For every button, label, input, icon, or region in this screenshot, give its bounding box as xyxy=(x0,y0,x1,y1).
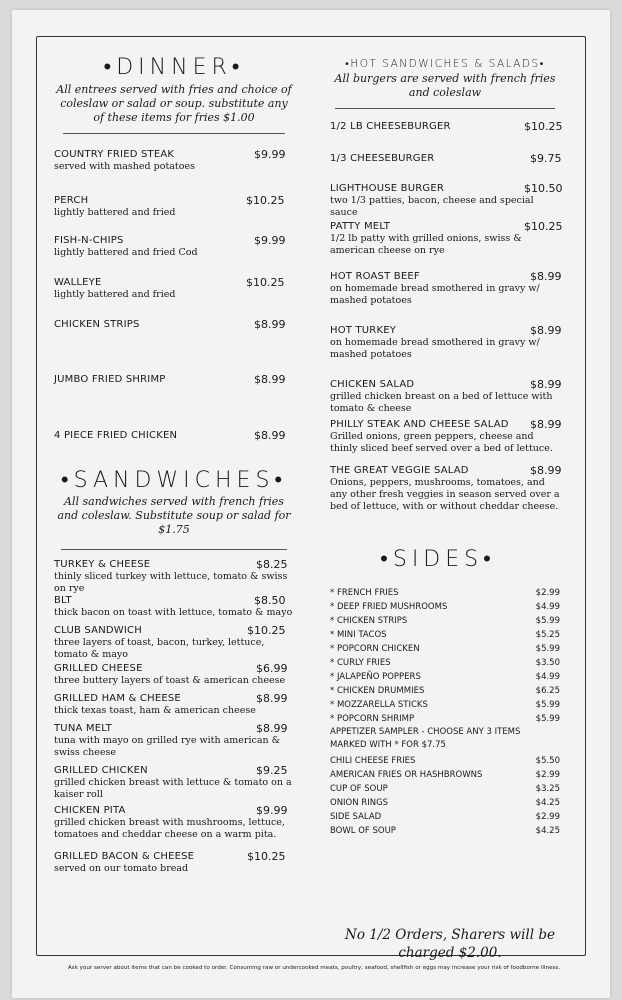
appetizer-sampler: APPETIZER SAMPLER - CHOOSE ANY 3 ITEMS MARKED WITH * FOR $7.75 xyxy=(330,727,521,750)
item-price: $8.99 xyxy=(530,378,562,391)
side-item xyxy=(330,614,560,628)
dinner-heading: •DINNER• xyxy=(103,55,245,80)
item-description: lightly battered and fried Cod xyxy=(54,247,198,258)
item-description: served on our tomato bread xyxy=(54,863,189,874)
item-name: CHICKEN PITA xyxy=(54,805,126,816)
sides-section xyxy=(330,546,560,838)
item-price: $10.25 xyxy=(246,276,285,289)
item-description: grilled chicken breast with lettuce & tomato on a kaiser roll xyxy=(54,777,292,800)
hot-item xyxy=(330,152,560,182)
item-price: $10.25 xyxy=(246,194,285,207)
hot-item xyxy=(330,324,560,378)
side-item xyxy=(330,768,560,782)
item-description: lightly battered and fried xyxy=(54,289,176,300)
item-name: TUNA MELT xyxy=(54,723,112,734)
dinner-item xyxy=(54,429,294,459)
sandwich-item xyxy=(54,722,294,764)
right-column xyxy=(330,52,563,838)
item-description: lightly battered and fried xyxy=(54,207,176,218)
item-name: 4 PIECE FRIED CHICKEN xyxy=(54,430,178,441)
side-name: BOWL OF SOUP xyxy=(330,826,396,836)
item-price: $9.99 xyxy=(256,804,288,817)
side-name: * MOZZARELLA STICKS xyxy=(330,700,428,710)
dinner-subtitle: All entrees served with fries and choice of coleslaw or salad or soup. substitute any of these items for fries $1.00 xyxy=(56,83,292,124)
item-name: PERCH xyxy=(54,195,89,206)
hot-item xyxy=(330,120,563,152)
side-item xyxy=(330,754,560,768)
dinner-item xyxy=(54,373,294,429)
item-name: CHICKEN SALAD xyxy=(330,379,415,390)
sandwich-item xyxy=(54,558,294,594)
side-name: AMERICAN FRIES OR HASHBROWNS xyxy=(330,770,483,780)
hot-item xyxy=(330,182,563,220)
item-price: $8.99 xyxy=(530,270,562,283)
item-name: BLT xyxy=(54,595,72,606)
item-name: FISH-N-CHIPS xyxy=(54,235,124,246)
item-price: $6.99 xyxy=(256,662,288,675)
sandwiches-section xyxy=(54,467,294,878)
item-name: CHICKEN STRIPS xyxy=(54,319,140,330)
side-item xyxy=(330,642,560,656)
item-description: thinly sliced turkey with lettuce, tomato & swiss on rye xyxy=(54,571,288,594)
side-item xyxy=(330,656,560,670)
dinner-item xyxy=(54,234,294,276)
side-item xyxy=(330,600,560,614)
item-description: Grilled onions, green peppers, cheese and thinly sliced beef served over a bed of lettuce. xyxy=(330,431,553,454)
dinner-section xyxy=(54,54,294,459)
dinner-divider xyxy=(63,133,285,134)
side-price: $3.25 xyxy=(535,784,560,794)
dinner-item xyxy=(54,318,294,373)
item-price: $8.99 xyxy=(530,418,562,431)
side-item xyxy=(330,698,560,712)
sandwich-item xyxy=(54,764,294,804)
item-name: PHILLY STEAK AND CHEESE SALAD xyxy=(330,419,509,430)
sandwiches-list xyxy=(54,558,294,878)
item-price: $10.50 xyxy=(524,182,563,195)
sandwich-item xyxy=(54,804,294,850)
dinner-item xyxy=(54,276,294,318)
side-name: * DEEP FRIED MUSHROOMS xyxy=(330,602,448,612)
hot-divider xyxy=(335,108,555,109)
sandwiches-subtitle: All sandwiches served with french fries and coleslaw. Substitute soup or salad for $1.75 xyxy=(57,495,291,536)
side-price: $4.99 xyxy=(535,602,560,612)
item-name: HOT ROAST BEEF xyxy=(330,271,420,282)
side-price: $3.50 xyxy=(535,658,560,668)
item-price: $8.99 xyxy=(256,722,288,735)
side-price: $5.99 xyxy=(535,700,560,710)
side-price: $4.99 xyxy=(535,672,560,682)
side-name: * CHICKEN STRIPS xyxy=(330,616,408,626)
hot-sandwiches-heading: •HOT SANDWICHES & SALADS• xyxy=(345,58,545,70)
item-description: two 1/3 patties, bacon, cheese and special sauce xyxy=(330,195,534,218)
item-description: grilled chicken breast on a bed of lettuce with tomato & cheese xyxy=(330,391,553,414)
sandwich-item xyxy=(54,662,294,692)
hot-item xyxy=(330,270,560,324)
side-name: * POPCORN SHRIMP xyxy=(330,714,415,724)
side-name: CHILI CHEESE FRIES xyxy=(330,756,416,766)
item-description: Onions, peppers, mushrooms, tomatoes, and any other fresh veggies in season served over a bed of lettuce, with or without cheddar cheese. xyxy=(330,477,560,512)
item-description: thick bacon on toast with lettuce, tomato & mayo xyxy=(54,607,293,618)
side-item xyxy=(330,824,560,838)
item-price: $8.25 xyxy=(256,558,288,571)
hot-item xyxy=(330,378,560,418)
side-name: * CHICKEN DRUMMIES xyxy=(330,686,425,696)
side-price: $5.99 xyxy=(535,616,560,626)
item-price: $8.50 xyxy=(254,594,286,607)
side-price: $2.99 xyxy=(535,770,560,780)
item-name: GRILLED BACON & CHEESE xyxy=(54,851,195,862)
sandwiches-heading: •SANDWICHES• xyxy=(60,468,288,493)
item-price: $10.25 xyxy=(247,624,286,637)
sandwich-item xyxy=(54,624,294,662)
item-price: $9.25 xyxy=(256,764,288,777)
item-name: WALLEYE xyxy=(54,277,102,288)
item-description: three buttery layers of toast & american cheese xyxy=(54,675,286,686)
side-price: $2.99 xyxy=(535,588,560,598)
item-name: GRILLED CHEESE xyxy=(54,663,143,674)
hot-list xyxy=(330,120,563,524)
sandwich-item xyxy=(54,850,294,878)
item-price: $8.99 xyxy=(530,464,562,477)
sandwich-item xyxy=(54,692,294,722)
item-name: 1/2 LB CHEESEBURGER xyxy=(330,121,451,132)
side-price: $4.25 xyxy=(535,826,560,836)
side-name: ONION RINGS xyxy=(330,798,389,808)
side-item xyxy=(330,684,560,698)
item-price: $8.99 xyxy=(530,324,562,337)
side-item xyxy=(330,586,560,600)
item-name: LIGHTHOUSE BURGER xyxy=(330,183,444,194)
item-price: $8.99 xyxy=(254,429,286,442)
food-safety-footer: Ask your server about items that can be cooked to order. Consuming raw or undercooked meats, poultry, seafood, shellfish or eggs may increase your risk of foodborne illness. xyxy=(67,965,561,971)
hot-sandwiches-subtitle: All burgers are served with french fries and coleslaw xyxy=(334,72,556,99)
sandwich-item xyxy=(54,594,294,624)
item-name: COUNTRY FRIED STEAK xyxy=(54,149,175,160)
item-name: 1/3 CHEESEBURGER xyxy=(330,153,435,164)
item-price: $8.99 xyxy=(256,692,288,705)
item-description: on homemade bread smothered in gravy w/ mashed potatoes xyxy=(330,337,540,360)
hot-item xyxy=(330,418,560,464)
item-description: 1/2 lb patty with grilled onions, swiss & american cheese on rye xyxy=(330,233,522,256)
item-price: $10.25 xyxy=(524,120,563,133)
item-price: $9.75 xyxy=(530,152,562,165)
left-column xyxy=(54,52,294,878)
hot-sandwiches-section xyxy=(330,58,563,524)
side-name: * MINI TACOS xyxy=(330,630,387,640)
hot-item xyxy=(330,220,563,270)
item-description: three layers of toast, bacon, turkey, lettuce, tomato & mayo xyxy=(54,637,265,660)
side-price: $5.25 xyxy=(535,630,560,640)
item-name: GRILLED CHICKEN xyxy=(54,765,148,776)
item-description: served with mashed potatoes xyxy=(54,161,195,172)
sandwiches-divider xyxy=(61,549,287,550)
side-item xyxy=(330,712,560,726)
side-price: $5.50 xyxy=(535,756,560,766)
side-name: * JALAPEÑO POPPERS xyxy=(330,672,421,682)
side-price: $5.99 xyxy=(535,644,560,654)
side-price: $4.25 xyxy=(535,798,560,808)
side-price: $2.99 xyxy=(535,812,560,822)
item-price: $10.25 xyxy=(524,220,563,233)
sides-heading: •SIDES• xyxy=(380,547,496,572)
side-name: SIDE SALAD xyxy=(330,812,382,822)
item-description: on homemade bread smothered in gravy w/ mashed potatoes xyxy=(330,283,540,306)
side-item xyxy=(330,810,560,824)
side-item xyxy=(330,782,560,796)
dinner-item xyxy=(54,148,294,194)
item-name: PATTY MELT xyxy=(330,221,391,232)
side-name: CUP OF SOUP xyxy=(330,784,388,794)
item-name: JUMBO FRIED SHRIMP xyxy=(54,374,166,385)
item-name: THE GREAT VEGGIE SALAD xyxy=(330,465,469,476)
side-item xyxy=(330,796,560,810)
item-price: $10.25 xyxy=(247,850,286,863)
side-name: * FRENCH FRIES xyxy=(330,588,399,598)
side-price: $6.25 xyxy=(535,686,560,696)
item-name: CLUB SANDWICH xyxy=(54,625,142,636)
side-name: * POPCORN CHICKEN xyxy=(330,644,420,654)
item-description: grilled chicken breast with mushrooms, lettuce, tomatoes and cheddar cheese on a warm pita. xyxy=(54,817,285,840)
item-price: $8.99 xyxy=(254,373,286,386)
item-name: TURKEY & CHEESE xyxy=(54,559,151,570)
item-description: tuna with mayo on grilled rye with american & swiss cheese xyxy=(54,735,281,758)
item-price: $8.99 xyxy=(254,318,286,331)
side-item xyxy=(330,670,560,684)
sharing-note: No 1/2 Orders, Sharers will be charged $2.00. xyxy=(345,927,555,961)
item-name: GRILLED HAM & CHEESE xyxy=(54,693,181,704)
side-price: $5.99 xyxy=(535,714,560,724)
dinner-item xyxy=(54,194,294,234)
item-price: $9.99 xyxy=(254,234,286,247)
side-name: * CURLY FRIES xyxy=(330,658,391,668)
side-item xyxy=(330,628,560,642)
hot-item xyxy=(330,464,560,524)
item-name: HOT TURKEY xyxy=(330,325,397,336)
dinner-list xyxy=(54,148,294,459)
sides-list xyxy=(330,586,560,838)
item-description: thick texas toast, ham & american cheese xyxy=(54,705,256,716)
item-price: $9.99 xyxy=(254,148,286,161)
